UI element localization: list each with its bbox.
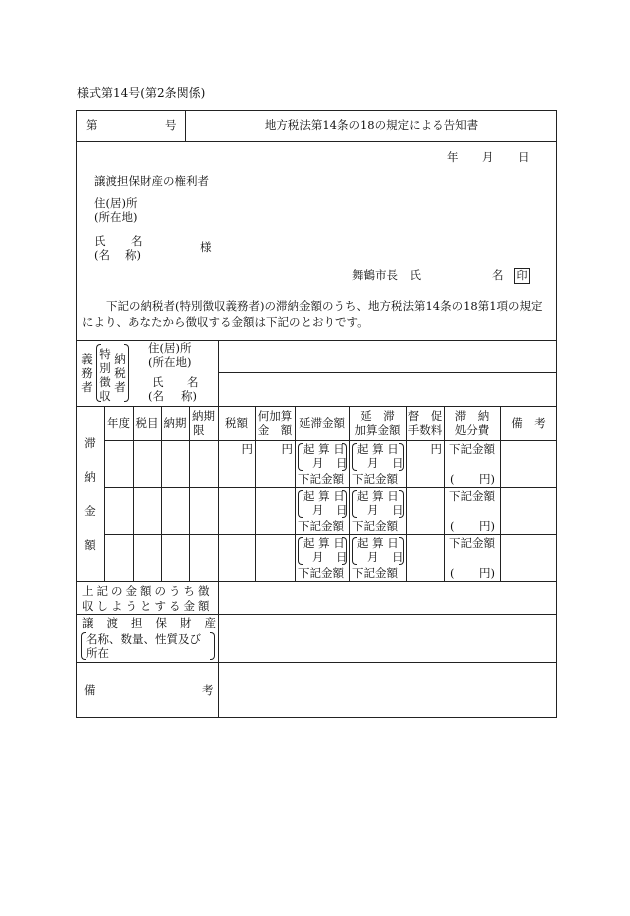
below-amount: 下記金額	[352, 566, 398, 580]
calc-start-label: 起 算 日	[303, 536, 345, 550]
number-prefix: 第	[86, 118, 98, 132]
arrears-side-label: 納	[84, 470, 96, 484]
col-header-year: 年度	[107, 416, 130, 430]
property-label: 譲渡担保財産	[82, 616, 229, 630]
addressee-name-label: 氏	[94, 234, 106, 248]
taxpayer-address-sub: (所在地)	[148, 355, 192, 369]
taxpayer-name-sub: (名	[148, 389, 164, 403]
calc-day: 日	[336, 456, 348, 470]
calc-day: 日	[336, 503, 348, 517]
col-divider	[133, 406, 134, 581]
col-header-deadline: 限	[193, 423, 205, 437]
taxpayer-address-label: 住(居)所	[148, 341, 192, 355]
property-sub-label: 所在	[86, 646, 109, 660]
row-divider	[104, 440, 557, 441]
addressee-name-sub: (名	[94, 248, 110, 262]
arrears-side-label: 滞	[84, 436, 96, 450]
paren-close-yen: 円)	[479, 519, 495, 533]
taxpayer-name-sub: 称)	[181, 389, 197, 403]
calc-day: 日	[392, 456, 404, 470]
col-header-surcharge: 金 額	[257, 423, 293, 437]
col-header-late-add: 延 滞	[360, 409, 395, 423]
below-amount: 下記金額	[352, 472, 398, 486]
calc-start-label: 起 算 日	[357, 442, 399, 456]
document-title: 地方税法第14条の18の規定による告知書	[264, 118, 479, 132]
paren-open: (	[450, 566, 455, 580]
number-suffix: 号	[165, 118, 177, 132]
col-header-demand: 手数料	[407, 423, 443, 437]
remarks-label: 考	[202, 683, 214, 697]
row-divider	[76, 614, 557, 615]
taxpayer-label-payer: 納税者	[114, 352, 126, 394]
col-header-disposal: 処分費	[454, 423, 490, 437]
col-header-tax: 税額	[225, 416, 248, 430]
col-header-late-fee: 延滞金額	[299, 416, 345, 430]
col-divider	[295, 406, 296, 581]
calc-day: 日	[336, 550, 348, 564]
taxpayer-label-special: 特別徴収	[99, 347, 111, 403]
row-divider	[76, 662, 557, 663]
honorific: 様	[200, 240, 212, 254]
intro-paragraph: 下記の納税者(特別徴収義務者)の滞納金額のうち、地方税法第14条の18第1項の規定により、あなたから徴収する金額は下記のとおりです。	[82, 299, 543, 329]
date-day: 日	[518, 150, 530, 164]
property-sub-label: 名称、数量、性質及び	[86, 632, 201, 646]
calc-start-label: 起 算 日	[357, 536, 399, 550]
paren-close-yen: 円)	[479, 472, 495, 486]
taxpayer-name-label: 名	[187, 375, 199, 389]
seal-mark: 印	[514, 268, 530, 284]
disposal-below-amount: 下記金額	[449, 442, 495, 456]
calc-month: 月	[312, 503, 324, 517]
col-divider	[218, 340, 219, 718]
calc-month: 月	[367, 503, 379, 517]
col-header-late-add: 加算金額	[354, 423, 401, 437]
row-divider	[104, 487, 557, 488]
calc-month: 月	[367, 550, 379, 564]
issuer-name-char: 名	[492, 268, 504, 282]
row-divider	[76, 581, 557, 582]
col-header-deadline: 納期	[192, 409, 215, 423]
disposal-below-amount: 下記金額	[449, 536, 495, 550]
col-header-disposal: 滞 納	[454, 409, 490, 423]
bracket-right	[124, 344, 129, 402]
below-amount: 下記金額	[298, 566, 344, 580]
row-divider	[218, 372, 557, 373]
bracket-right	[210, 632, 215, 660]
col-header-item: 税目	[135, 416, 159, 430]
issuer-title: 舞鶴市長 氏	[352, 268, 421, 282]
paren-open: (	[450, 519, 455, 533]
calc-day: 日	[392, 550, 404, 564]
paren-close-yen: 円)	[479, 566, 495, 580]
date-year: 年	[447, 150, 459, 164]
col-divider	[104, 406, 105, 581]
unit-yen: 円	[241, 442, 253, 456]
collect-amount-label: 上記の金額のうち徴	[82, 584, 213, 598]
below-amount: 下記金額	[298, 472, 344, 486]
addressee-name-label: 名	[131, 234, 143, 248]
collect-amount-label: 収しようとする金額	[82, 599, 213, 613]
col-divider	[500, 406, 501, 581]
calc-day: 日	[392, 503, 404, 517]
row-divider	[76, 406, 557, 407]
col-header-demand: 督 促	[407, 409, 443, 423]
remarks-label: 備	[84, 683, 96, 697]
row-divider	[76, 141, 557, 142]
calc-start-label: 起 算 日	[303, 489, 345, 503]
addressee-name-sub: 称)	[125, 248, 141, 262]
addressee-heading: 譲渡担保財産の権利者	[94, 174, 209, 188]
calc-month: 月	[312, 456, 324, 470]
calc-start-label: 起 算 日	[357, 489, 399, 503]
col-header-surcharge: 何加算	[257, 409, 293, 423]
unit-yen: 円	[430, 442, 442, 456]
taxpayer-label-outer: 義務者	[81, 352, 93, 394]
row-divider	[104, 534, 557, 535]
below-amount: 下記金額	[352, 519, 398, 533]
taxpayer-name-label: 氏	[152, 375, 164, 389]
col-divider	[189, 406, 190, 581]
col-header-remarks: 備 考	[511, 416, 546, 430]
date-month: 月	[482, 150, 494, 164]
col-header-period: 納期	[163, 416, 187, 430]
form-number-label: 様式第14号(第2条関係)	[77, 86, 206, 100]
paren-open: (	[450, 472, 455, 486]
calc-month: 月	[367, 456, 379, 470]
unit-yen: 円	[281, 442, 293, 456]
below-amount: 下記金額	[298, 519, 344, 533]
disposal-below-amount: 下記金額	[449, 489, 495, 503]
addressee-address-sub: (所在地)	[94, 210, 138, 224]
arrears-side-label: 金	[84, 504, 96, 518]
addressee-address-label: 住(居)所	[94, 196, 138, 210]
calc-start-label: 起 算 日	[303, 442, 345, 456]
calc-month: 月	[312, 550, 324, 564]
col-divider	[161, 406, 162, 581]
arrears-side-label: 額	[84, 538, 96, 552]
